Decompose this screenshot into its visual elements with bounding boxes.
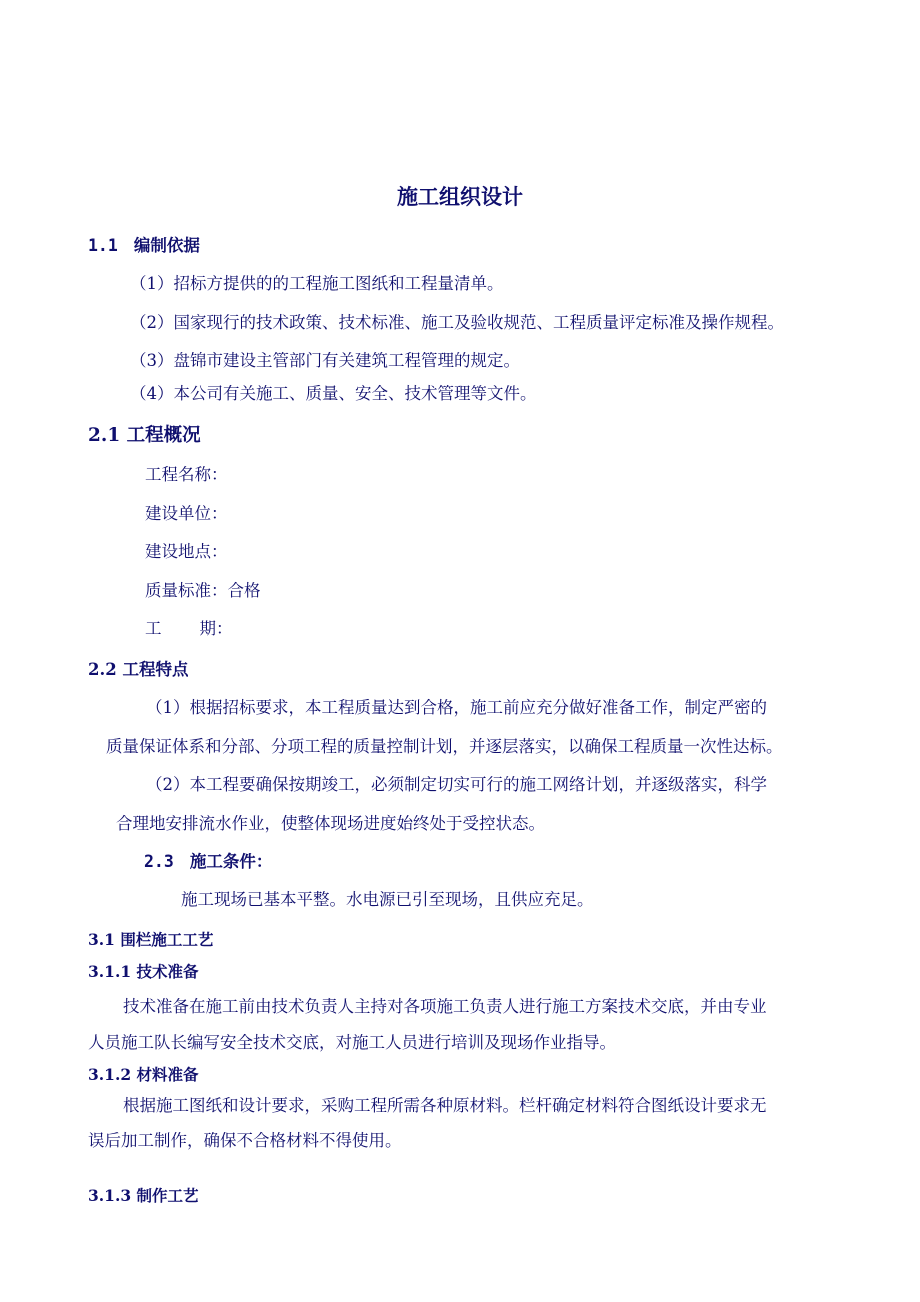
section-3-1-2-heading: 3.1.2 材料准备 xyxy=(88,1065,199,1084)
material-prep-line-2: 误后加工制作，确保不合格材料不得使用。 xyxy=(88,1131,402,1150)
basis-item-2: （2）国家现行的技术政策、技术标准、施工及验收规范、工程质量评定标准及操作规程。 xyxy=(130,313,784,332)
section-title: 施工条件： xyxy=(189,852,273,871)
period-label-b: 期： xyxy=(199,619,233,638)
section-2-2-heading: 2.2 工程特点 xyxy=(88,660,189,679)
section-number: 1.1 xyxy=(88,236,118,255)
section-title: 编制依据 xyxy=(133,236,200,255)
overview-period xyxy=(145,618,233,640)
basis-item-4: （4）本公司有关施工、质量、安全、技术管理等文件。 xyxy=(130,384,537,403)
quality-value: 合格 xyxy=(227,581,261,600)
section-number: 2.3 xyxy=(144,852,174,871)
overview-project-name: 工程名称： xyxy=(145,465,228,484)
feature-1-line-1: （1）根据招标要求，本工程质量达到合格，施工前应充分做好准备工作，制定严密的 xyxy=(146,698,767,717)
overview-builder: 建设单位： xyxy=(145,504,228,523)
section-3-1-1-heading: 3.1.1 技术准备 xyxy=(88,962,199,981)
material-prep-line-1: 根据施工图纸和设计要求，采购工程所需各种原材料。栏杆确定材料符合图纸设计要求无 xyxy=(123,1096,767,1115)
feature-1-line-2: 质量保证体系和分部、分项工程的质量控制计划，并逐层落实，以确保工程质量一次性达标。 xyxy=(106,737,783,756)
feature-2-line-1: （2）本工程要确保按期竣工，必须制定切实可行的施工网络计划，并逐级落实，科学 xyxy=(146,775,767,794)
overview-quality xyxy=(145,580,261,602)
section-3-1-heading: 3.1 围栏施工工艺 xyxy=(88,930,214,949)
period-label-a: 工 xyxy=(145,619,162,638)
basis-item-3: （3）盘锦市建设主管部门有关建筑工程管理的规定。 xyxy=(130,351,520,370)
feature-2-line-2: 合理地安排流水作业，使整体现场进度始终处于受控状态。 xyxy=(116,814,545,833)
tech-prep-line-2: 人员施工队长编写安全技术交底，对施工人员进行培训及现场作业指导。 xyxy=(88,1033,616,1052)
conditions-text: 施工现场已基本平整。水电源已引至现场，且供应充足。 xyxy=(181,890,594,909)
section-2-1-heading: 2.1 工程概况 xyxy=(88,425,201,446)
page-title: 施工组织设计 xyxy=(397,184,523,209)
quality-label: 质量标准： xyxy=(145,581,228,600)
section-2-3-heading xyxy=(144,851,272,873)
overview-location: 建设地点： xyxy=(145,542,228,561)
section-3-1-3-heading: 3.1.3 制作工艺 xyxy=(88,1186,199,1205)
basis-item-1: （1）招标方提供的的工程施工图纸和工程量清单。 xyxy=(130,274,504,293)
tech-prep-line-1: 技术准备在施工前由技术负责人主持对各项施工负责人进行施工方案技术交底，并由专业 xyxy=(123,997,767,1016)
section-1-1-heading xyxy=(88,235,200,257)
